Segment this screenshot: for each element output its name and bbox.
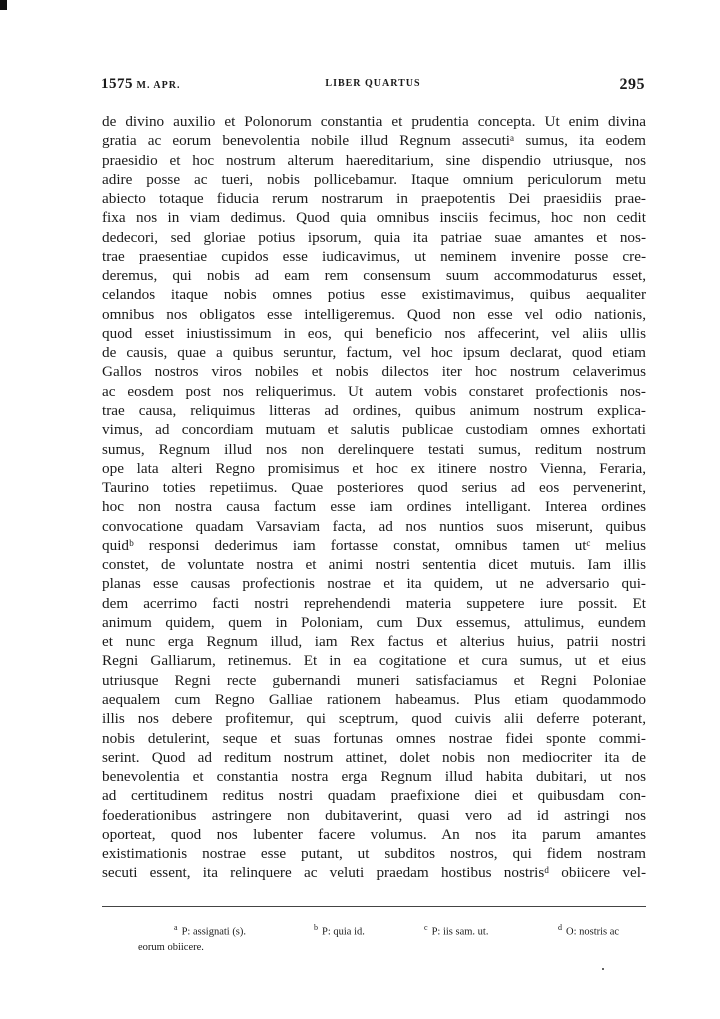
text-line: foederationibus astringere non dubitaverint, quasi vero ad id astringi nos	[102, 806, 646, 824]
text-line: illis nos debere profitemur, qui sceptrum, quod cuivis alii deferre poterant,	[102, 710, 646, 728]
text-line: quod esset iniustissimum in eos, qui beneficio nos affecerint, vel aliis ullis	[102, 324, 646, 342]
footnote-mark: a	[174, 923, 178, 932]
footnotes	[102, 920, 646, 960]
footnote-d	[558, 920, 619, 941]
footnote-row	[102, 940, 646, 960]
footnote-text: P: assignati (s).	[181, 926, 247, 938]
footnote-d-continuation: eorum obiicere.	[138, 942, 204, 953]
text-line: vimus, ad concordiam mutuam et salutis publicae custodiam omnes exhortati	[102, 421, 646, 439]
text-line: existimationis nostrae esse putant, ut subditos nostros, qui fidem nostram	[102, 845, 646, 863]
footnote-mark: b	[314, 923, 318, 932]
text-line: Gallos nostros viros nobiles et nobis dilectos iter hoc nostrum celaverimus	[102, 363, 646, 381]
text-line: celandos itaque nobis omnes potius esse existimavimus, quibus aequaliter	[102, 286, 646, 304]
text-line: animum quidem, quem in Poloniam, cum Dux essemus, attulimus, eundem	[102, 613, 646, 631]
scan-speck	[602, 968, 604, 970]
body-text	[102, 112, 646, 883]
text-line: Regni Galliarum, retinemus. Et in ea cogitatione et cura sumus, ut et eius	[102, 652, 646, 670]
text-line: et nunc erga Regnum illud, iam Rex factus et alterius huius, patrii nostri	[102, 633, 646, 651]
scan-corner-mark	[0, 0, 7, 10]
text-line: Taurino toties repetiimus. Quae posteriores quod serius ad eos pervenerint,	[102, 479, 646, 497]
text-line: abiecto totaque fiducia rerum nostrarum in praepotentis Dei praesidiis prae-	[102, 190, 646, 208]
header-month: M. APR.	[136, 80, 181, 91]
text-line: utriusque Regni recte gubernandi muneri satisfaciamus et Regni Poloniae	[102, 671, 646, 689]
text-line: benevolentia et constantia nostra erga Regnum illud habita dubitari, ut nos	[102, 768, 646, 786]
header-year: 1575	[101, 76, 133, 92]
text-line: dem acerrimo facti nostri reprehendendi materia suppetere iure possit. Et	[102, 594, 646, 612]
text-line: aequalem cum Regno Galliae rationem habeamus. Plus etiam quodammodo	[102, 690, 646, 708]
footnote-b	[314, 920, 365, 941]
running-head	[101, 74, 645, 94]
text-line: convocatione quadam Varsaviam facta, ad nos nuntios suos miserunt, quibus	[102, 517, 646, 535]
text-line: gratia ac eorum benevolentia nobile illud Regnum assecutiᵃ sumus, ita eodem	[102, 132, 646, 150]
text-line: oporteat, quod nos lubenter facere volumus. An nos ita parum amantes	[102, 825, 646, 843]
text-line: hoc non nostra causa factum esse iam ordines intelligant. Interea ordines	[102, 498, 646, 516]
text-line: quidᵇ responsi dederimus iam fortasse constat, omnibus tamen utᶜ melius	[102, 536, 646, 554]
text-line: serint. Quod ad reditum nostrum attinet, dolet nobis non mediocriter ita de	[102, 748, 646, 766]
header-title: LIBER QUARTUS	[325, 78, 421, 89]
footnote-mark: d	[558, 923, 562, 932]
footnote-a	[174, 920, 246, 941]
footnote-text: P: iis sam. ut.	[431, 926, 489, 938]
page-number: 295	[619, 76, 645, 93]
text-line: ad certitudinem reditus nostri quadam praefixione diei et quibusdam con-	[102, 787, 646, 805]
text-line: trae causa, reliquimus litteras ad ordines, quibus animum nostrum explica-	[102, 401, 646, 419]
text-line: adire posse ac tueri, nobis pollicebamur. Itaque omnium periculorum metu	[102, 170, 646, 188]
text-line: planas esse causas profectionis nostrae et ita quidem, ut ne adversario qui-	[102, 575, 646, 593]
text-line: fixa nos in viam dedimus. Quod quia omnibus insciis fecimus, hoc non cedit	[102, 209, 646, 227]
text-line: deremus, qui nobis ad eam rem consensum suum accommodaturus esset,	[102, 267, 646, 285]
text-line: nobis detulerint, seque et suas fortunas omnes nostrae fidei sponte commi-	[102, 729, 646, 747]
text-line: constet, de voluntate nostra et animi nostri sententia dicet mutuis. Iam illis	[102, 556, 646, 574]
footnote-text: P: quia id.	[322, 926, 365, 938]
text-line: trae praesentiae cupidos esse iudicavimus, ut neminem invenire posse cre-	[102, 247, 646, 265]
footnote-divider	[102, 906, 646, 907]
footnote-row	[102, 920, 646, 940]
text-line: omnibus nos obligatos esse intelligeremus. Quod non esse vel odio nationis,	[102, 305, 646, 323]
text-line: praesidio et hoc nostrum alterum haereditarium, sine dispendio utriusque, nos	[102, 151, 646, 169]
text-line: dedecori, sed gloriae potius ipsorum, quia ita patriae suae amantes et nos-	[102, 228, 646, 246]
text-line: sumus, Regnum illud nos non derelinquere testati sumus, reditum nostrum	[102, 440, 646, 458]
footnote-mark: c	[424, 923, 428, 932]
text-line: de divino auxilio et Polonorum constantia et prudentia concepta. Ut enim divina	[102, 113, 646, 130]
text-line: secuti essent, ita relinquere ac veluti praedam hostibus nostrisᵈ obiicere vel-	[102, 864, 646, 882]
footnote-text: O: nostris ac	[566, 926, 620, 938]
text-line: ac eosdem post nos reliquerimus. Ut autem vobis constaret profectionis nos-	[102, 382, 646, 400]
text-line: ope lata alteri Regno promisimus et hoc ex itinere nostro Vienna, Feraria,	[102, 459, 646, 477]
footnote-c	[424, 920, 488, 941]
text-line: de causis, quae a quibus seruntur, factum, vel hoc ipsum declarat, quod etiam	[102, 344, 646, 362]
